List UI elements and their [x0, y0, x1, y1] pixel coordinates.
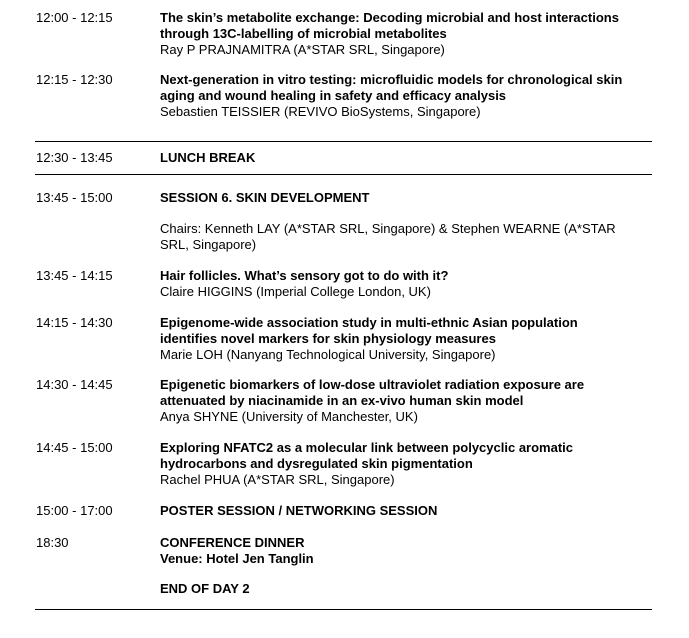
- talk-title-line: attenuated by niacinamide in an ex-vivo human skin model: [160, 393, 524, 408]
- entry-time: 13:45 - 14:15: [36, 268, 113, 283]
- entry-time: 14:30 - 14:45: [36, 377, 113, 392]
- talk-title-line: Exploring NFATC2 as a molecular link between polycyclic aromatic: [160, 440, 574, 455]
- break-title: LUNCH BREAK: [160, 150, 256, 165]
- divider: [35, 609, 652, 610]
- talk-title-line: Next-generation in vitro testing: microfluidic models for chronological skin: [160, 72, 623, 87]
- entry-time: 12:00 - 12:15: [36, 10, 113, 25]
- talk-title-line: aging and wound healing in safety and efficacy analysis: [160, 88, 507, 103]
- talk-title-line: The skin’s metabolite exchange: Decoding microbial and host interactions: [160, 10, 619, 25]
- entry-time: 14:45 - 15:00: [36, 440, 113, 455]
- entry-time: 14:15 - 14:30: [36, 315, 113, 330]
- entry-content: [160, 503, 660, 519]
- speaker: Sebastien TEISSIER (REVIVO BioSystems, Singapore): [160, 104, 481, 119]
- event-venue: Venue: Hotel Jen Tanglin: [160, 551, 314, 566]
- entry-content: [160, 190, 660, 206]
- talk-title-line: hydrocarbons and dysregulated skin pigmentation: [160, 456, 473, 471]
- entry-content: [160, 221, 660, 253]
- session-title: POSTER SESSION / NETWORKING SESSION: [160, 503, 438, 518]
- entry-content: [160, 10, 660, 58]
- entry-content: [160, 150, 660, 166]
- chairs-line: Chairs: Kenneth LAY (A*STAR SRL, Singapore) & Stephen WEARNE (A*STAR: [160, 221, 616, 236]
- entry-content: [160, 581, 660, 597]
- talk-title-line: through 13C-labelling of microbial metabolites: [160, 26, 447, 41]
- entry-time: 13:45 - 15:00: [36, 190, 113, 205]
- entry-content: [160, 72, 660, 120]
- entry-time: 12:15 - 12:30: [36, 72, 113, 87]
- entry-time: 18:30: [36, 535, 69, 550]
- session-title: SESSION 6. SKIN DEVELOPMENT: [160, 190, 370, 205]
- speaker: Anya SHYNE (University of Manchester, UK): [160, 409, 418, 424]
- divider: [35, 141, 652, 142]
- speaker: Rachel PHUA (A*STAR SRL, Singapore): [160, 472, 395, 487]
- speaker: Ray P PRAJNAMITRA (A*STAR SRL, Singapore): [160, 42, 445, 57]
- entry-content: [160, 268, 660, 300]
- entry-time: 12:30 - 13:45: [36, 150, 113, 165]
- divider: [35, 174, 652, 175]
- entry-content: [160, 315, 660, 363]
- entry-content: [160, 440, 660, 488]
- entry-content: [160, 535, 660, 567]
- entry-content: [160, 377, 660, 425]
- entry-time: 15:00 - 17:00: [36, 503, 113, 518]
- speaker: Claire HIGGINS (Imperial College London, UK): [160, 284, 431, 299]
- end-of-day: END OF DAY 2: [160, 581, 250, 596]
- talk-title-line: Epigenome-wide association study in multi-ethnic Asian population: [160, 315, 578, 330]
- chairs-line: SRL, Singapore): [160, 237, 257, 252]
- speaker: Marie LOH (Nanyang Technological University, Singapore): [160, 347, 496, 362]
- talk-title-line: Epigenetic biomarkers of low-dose ultraviolet radiation exposure are: [160, 377, 585, 392]
- event-title: CONFERENCE DINNER: [160, 535, 305, 550]
- talk-title-line: identifies novel markers for skin physiology measures: [160, 331, 496, 346]
- talk-title-line: Hair follicles. What’s sensory got to do with it?: [160, 268, 449, 283]
